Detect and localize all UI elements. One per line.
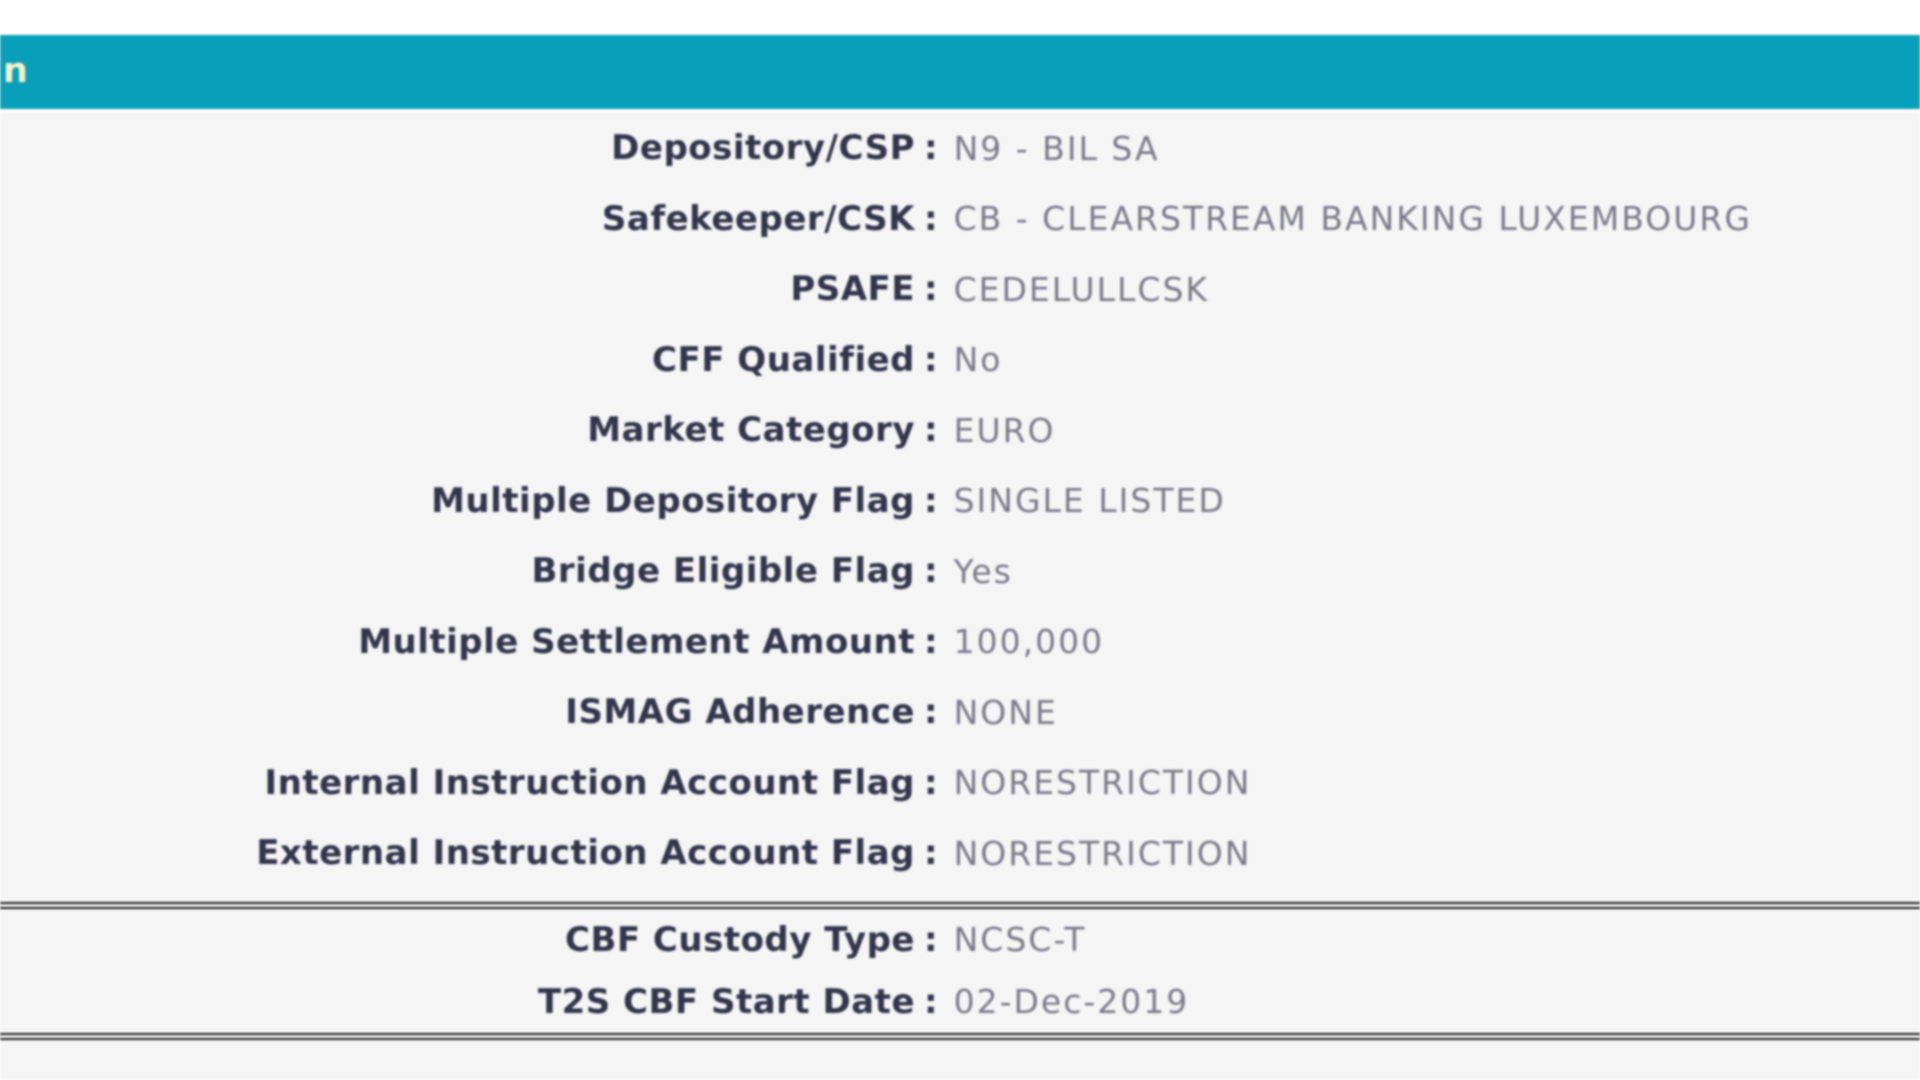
field-row-market-category [0,395,1920,466]
colon-separator: : [924,269,938,310]
field-value: NORESTRICTION [953,833,1252,873]
detail-fields-panel [0,109,1920,1080]
colon-separator: : [924,919,938,960]
field-label: CFF Qualified [652,339,915,380]
top-margin-strip [0,0,1920,35]
colon-separator: : [924,339,938,380]
field-label: Safekeeper/CSK [601,198,915,239]
field-label: Depository/CSP [611,128,915,169]
field-value: Yes [953,551,1013,591]
section-header-bar [0,35,1920,109]
field-row-safekeeper-csk [0,184,1920,255]
section-header-title-fragment: n [3,51,28,91]
field-row-multiple-settlement-amount [0,607,1920,678]
colon-separator: : [924,621,938,662]
field-value: NCSC-T [953,920,1087,959]
field-label: Multiple Depository Flag [431,480,915,521]
field-value: CEDELULLCSK [953,269,1210,309]
field-label: Market Category [587,410,915,451]
field-row-external-instruction-account-flag [0,818,1920,889]
colon-separator: : [924,410,938,451]
field-label: External Instruction Account Flag [256,833,915,874]
colon-separator: : [924,480,938,521]
field-row-t2s-cbf-start-date [0,971,1920,1033]
field-value: CB - CLEARSTREAM BANKING LUXEMBOURG [953,199,1752,239]
field-value: EURO [953,410,1056,450]
colon-separator: : [924,833,938,874]
field-row-bridge-eligible-flag [0,536,1920,607]
cbf-boxed-section [0,902,1920,1040]
field-row-cff-qualified [0,325,1920,396]
colon-separator: : [924,762,938,803]
field-label: PSAFE [790,269,915,310]
field-row-cbf-custody-type [0,909,1920,971]
field-value: SINGLE LISTED [953,481,1226,521]
field-value: NONE [953,692,1058,732]
field-label: Bridge Eligible Flag [531,551,915,592]
field-label: ISMAG Adherence [565,692,915,733]
field-row-psafe [0,254,1920,325]
field-label: Internal Instruction Account Flag [264,762,915,803]
colon-separator: : [924,692,938,733]
field-row-ismag-adherence [0,677,1920,748]
field-value: No [953,340,1003,380]
field-value: 02-Dec-2019 [953,982,1190,1021]
field-row-internal-instruction-account-flag [0,748,1920,819]
colon-separator: : [924,551,938,592]
field-row-multiple-depository-flag [0,466,1920,537]
field-label: Multiple Settlement Amount [358,621,915,662]
field-label: T2S CBF Start Date [537,981,915,1022]
field-value: NORESTRICTION [953,763,1252,803]
colon-separator: : [924,981,938,1022]
field-label: CBF Custody Type [565,919,915,960]
colon-separator: : [924,128,938,169]
field-value: 100,000 [953,622,1105,662]
colon-separator: : [924,198,938,239]
field-value: N9 - BIL SA [953,128,1160,168]
field-row-depository-csp [0,113,1920,184]
